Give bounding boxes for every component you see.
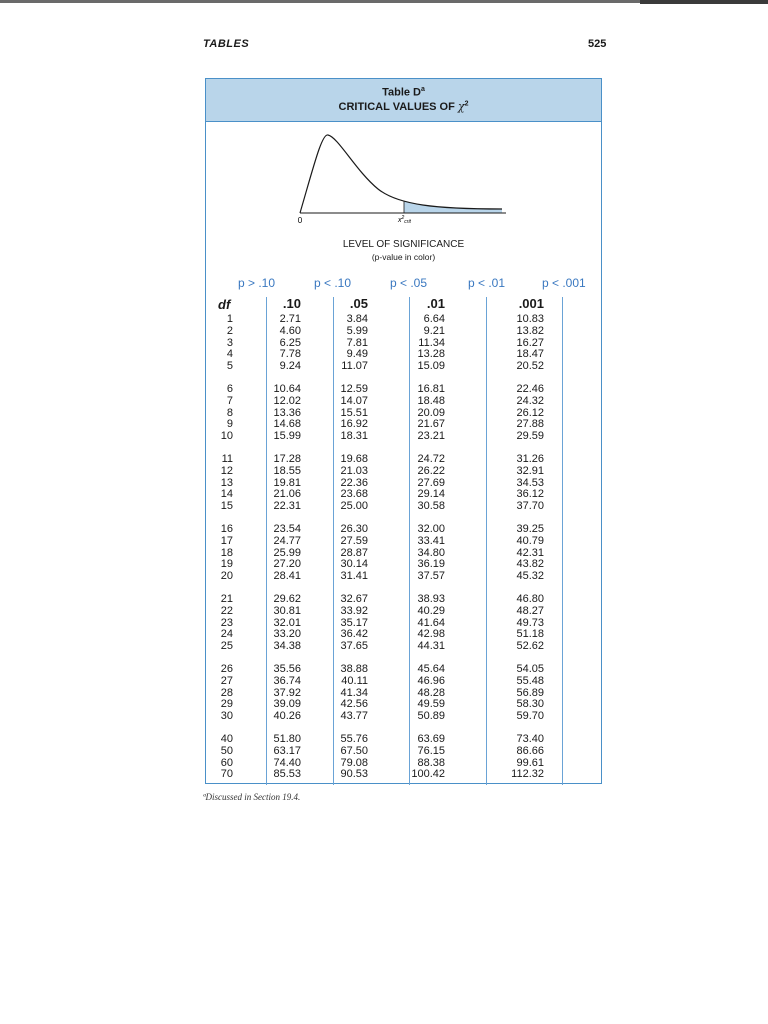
value-cell: 28.87 [340,546,368,559]
value-cell: 3.84 [346,313,368,325]
level-of-significance-label: LEVEL OF SIGNIFICANCE [342,239,465,250]
value-cell: 50.89 [417,710,445,723]
col-header-05: .05 [349,296,368,311]
df-cell: 16 [220,523,233,535]
footnote: ªDiscussed in Section 19.4. [203,792,301,802]
curve-zero-label: 0 [297,216,303,225]
value-cell: 43.77 [340,710,368,723]
value-cell: 63.17 [273,744,301,757]
value-cell: 74.40 [273,756,301,769]
value-cell: 112.32 [511,768,544,781]
p-label-lt01: p < .01 [468,276,506,290]
page-number: 525 [588,38,607,50]
value-cell: 11.34 [418,336,445,349]
value-cell: 27.59 [340,534,368,547]
distribution-curve [300,135,502,213]
column-divider [486,297,487,785]
value-cell: 31.41 [340,570,368,583]
value-cell: 26.12 [516,406,544,419]
df-header: df [218,297,231,312]
value-cell: 25.99 [273,546,301,559]
value-cell: 23.54 [273,523,301,535]
value-cell: 67.50 [340,744,368,757]
value-cell: 18.48 [417,394,445,407]
value-cell: 43.82 [516,558,544,571]
value-cell: 15.09 [417,360,445,373]
value-cell: 37.65 [340,640,368,653]
value-cell: 76.15 [417,744,445,757]
value-cell: 13.82 [516,324,544,337]
value-cell: 10.83 [516,313,544,325]
value-cell: 4.60 [279,324,301,337]
value-cell: 10.64 [273,383,301,395]
value-cell: 33.41 [417,534,445,547]
value-cell: 73.40 [516,733,544,745]
value-cell: 16.92 [340,418,368,431]
col-header-01: .01 [426,296,445,311]
value-cell: 16.81 [417,383,445,395]
value-cell: 42.56 [340,698,368,711]
value-cell: 51.18 [516,628,544,641]
value-cell: 32.67 [340,593,368,605]
value-cell: 38.88 [340,663,368,675]
df-cell: 11 [221,453,233,465]
value-cell: 42.98 [417,628,445,641]
value-cell: 12.02 [273,394,301,407]
value-cell: 46.80 [516,593,544,605]
col-header-001: .001 [518,296,544,311]
value-cell: 34.38 [273,640,301,653]
value-cell: 48.28 [417,686,445,699]
value-cell: 30.58 [417,500,445,513]
value-cell: 42.31 [516,546,544,559]
value-cell: 37.57 [417,570,445,583]
value-cell: 37.92 [273,686,301,699]
value-cell: 18.31 [340,430,368,443]
df-cell: 18 [220,546,233,559]
value-cell: 45.64 [417,663,445,675]
value-cell: 26.30 [340,523,368,535]
df-cell: 60 [220,756,233,769]
value-cell: 23.68 [340,488,368,501]
value-cell: 13.36 [273,406,301,419]
value-cell: 27.88 [516,418,544,431]
col-header-10: .10 [282,296,301,311]
value-cell: 49.59 [417,698,445,711]
value-cell: 100.42 [411,768,445,781]
value-cell: 6.64 [423,313,445,325]
value-cell: 6.25 [279,336,301,349]
value-cell: 33.92 [340,604,368,617]
value-cell: 56.89 [516,686,544,699]
df-cell: 50 [220,744,233,757]
value-cell: 23.21 [417,430,445,443]
df-cell: 7 [226,394,233,407]
df-cell: 12 [220,464,233,477]
value-cell: 48.27 [516,604,544,617]
df-cell: 5 [226,360,233,373]
value-cell: 90.53 [340,768,368,781]
value-cell: 24.72 [417,453,445,465]
p-label-lt001: p < .001 [542,276,586,290]
value-cell: 22.31 [273,500,301,513]
value-cell: 28.41 [273,570,301,583]
df-cell: 15 [220,500,233,513]
value-cell: 12.59 [340,383,368,395]
value-cell: 39.25 [516,523,544,535]
value-cell: 86.66 [516,744,544,757]
df-cell: 30 [220,710,233,723]
df-cell: 4 [226,348,233,361]
value-cell: 29.62 [273,593,301,605]
value-cell: 46.96 [417,674,445,687]
df-cell: 10 [220,430,233,443]
value-cell: 19.81 [273,476,301,489]
pvalue-note: (p-value in color) [371,252,436,262]
value-cell: 20.09 [417,406,445,419]
df-cell: 21 [220,593,233,605]
df-cell: 6 [226,383,233,395]
value-cell: 33.20 [273,628,301,641]
value-cell: 29.59 [516,430,544,443]
df-cell: 29 [220,698,233,711]
df-cell: 14 [220,488,233,501]
value-cell: 45.32 [516,570,544,583]
value-cell: 49.73 [516,616,544,629]
value-cell: 88.38 [417,756,445,769]
value-cell: 37.70 [516,500,544,513]
value-cell: 21.67 [417,418,445,431]
value-cell: 18.55 [273,464,301,477]
value-cell: 27.20 [273,558,301,571]
value-cell: 58.30 [516,698,544,711]
value-cell: 22.36 [340,476,368,489]
df-cell: 19 [220,558,233,571]
value-cell: 26.22 [417,464,445,477]
column-divider [562,297,563,785]
df-cell: 25 [220,640,233,653]
p-label-lt05: p < .05 [390,276,428,290]
value-cell: 54.05 [516,663,544,675]
df-cell: 24 [220,628,233,641]
curve-crit-label: $x^2_{crit}$ [398,215,411,225]
value-cell: 21.06 [273,488,301,501]
value-cell: 31.26 [516,453,544,465]
value-cell: 59.70 [516,710,544,723]
value-cell: 40.26 [273,710,301,723]
df-cell: 9 [226,418,233,431]
p-label-gt10: p > .10 [238,276,276,290]
table-title: Table $D^a$ [382,86,425,99]
value-cell: 29.14 [417,488,445,501]
value-cell: 51.80 [273,733,301,745]
df-cell: 3 [226,336,233,349]
value-cell: 34.53 [516,476,544,489]
df-cell: 17 [220,534,233,547]
value-cell: 36.19 [417,558,445,571]
value-cell: 14.07 [340,394,368,407]
value-cell: 18.47 [516,348,544,361]
value-cell: 9.21 [423,324,445,337]
value-cell: 19.68 [340,453,368,465]
table-subtitle: CRITICAL VALUES OF $\chi^2$ [338,100,469,113]
value-cell: 17.28 [273,453,301,465]
value-cell: 34.80 [417,546,445,559]
value-cell: 9.49 [346,348,368,361]
df-cell: 2 [226,324,233,337]
p-label-lt10: p < .10 [314,276,352,290]
value-cell: 24.77 [273,534,301,547]
value-cell: 38.93 [417,593,445,605]
value-cell: 21.03 [340,464,368,477]
value-cell: 15.99 [273,430,301,443]
df-cell: 20 [220,570,233,583]
value-cell: 99.61 [516,756,544,769]
df-cell: 8 [226,406,233,419]
value-cell: 25.00 [340,500,368,513]
value-cell: 30.81 [273,604,301,617]
value-cell: 63.69 [417,733,445,745]
value-cell: 79.08 [340,756,368,769]
df-cell: 22 [220,604,233,617]
top-rule-accent [640,0,768,4]
value-cell: 39.09 [273,698,301,711]
value-cell: 55.76 [340,733,368,745]
value-cell: 36.74 [273,674,301,687]
value-cell: 40.29 [417,604,445,617]
df-cell: 27 [220,674,233,687]
value-cell: 52.62 [516,640,544,653]
value-cell: 13.28 [417,348,445,361]
value-cell: 11.07 [341,360,368,373]
chi-square-curve [286,125,516,235]
value-cell: 32.01 [273,616,301,629]
value-cell: 16.27 [516,336,544,349]
value-cell: 2.71 [279,313,301,325]
df-cell: 23 [220,616,233,629]
value-cell: 41.34 [340,686,368,699]
value-cell: 24.32 [516,394,544,407]
value-cell: 32.00 [417,523,445,535]
chi-square-table [205,78,602,784]
df-cell: 13 [220,476,233,489]
value-cell: 55.48 [516,674,544,687]
value-cell: 40.11 [341,674,368,687]
value-cell: 20.52 [516,360,544,373]
table-title-band [206,79,601,122]
df-cell: 70 [220,768,233,781]
df-cell: 28 [220,686,233,699]
value-cell: 35.17 [340,616,368,629]
value-cell: 22.46 [516,383,544,395]
df-cell: 40 [220,733,233,745]
value-cell: 85.53 [273,768,301,781]
value-cell: 30.14 [340,558,368,571]
value-cell: 9.24 [279,360,301,373]
p-value-labels [206,276,626,292]
critical-region-fill [404,201,502,213]
value-cell: 7.81 [346,336,368,349]
value-cell: 7.78 [279,348,301,361]
value-cell: 36.42 [340,628,368,641]
value-cell: 41.64 [417,616,445,629]
running-head: TABLES [203,38,250,50]
value-cell: 36.12 [516,488,544,501]
value-cell: 35.56 [273,663,301,675]
value-cell: 32.91 [516,464,544,477]
value-cell: 44.31 [417,640,445,653]
value-cell: 40.79 [516,534,544,547]
value-cell: 15.51 [340,406,368,419]
df-cell: 26 [220,663,233,675]
value-cell: 27.69 [417,476,445,489]
value-cell: 5.99 [346,324,368,337]
value-cell: 14.68 [273,418,301,431]
df-cell: 1 [226,313,233,325]
